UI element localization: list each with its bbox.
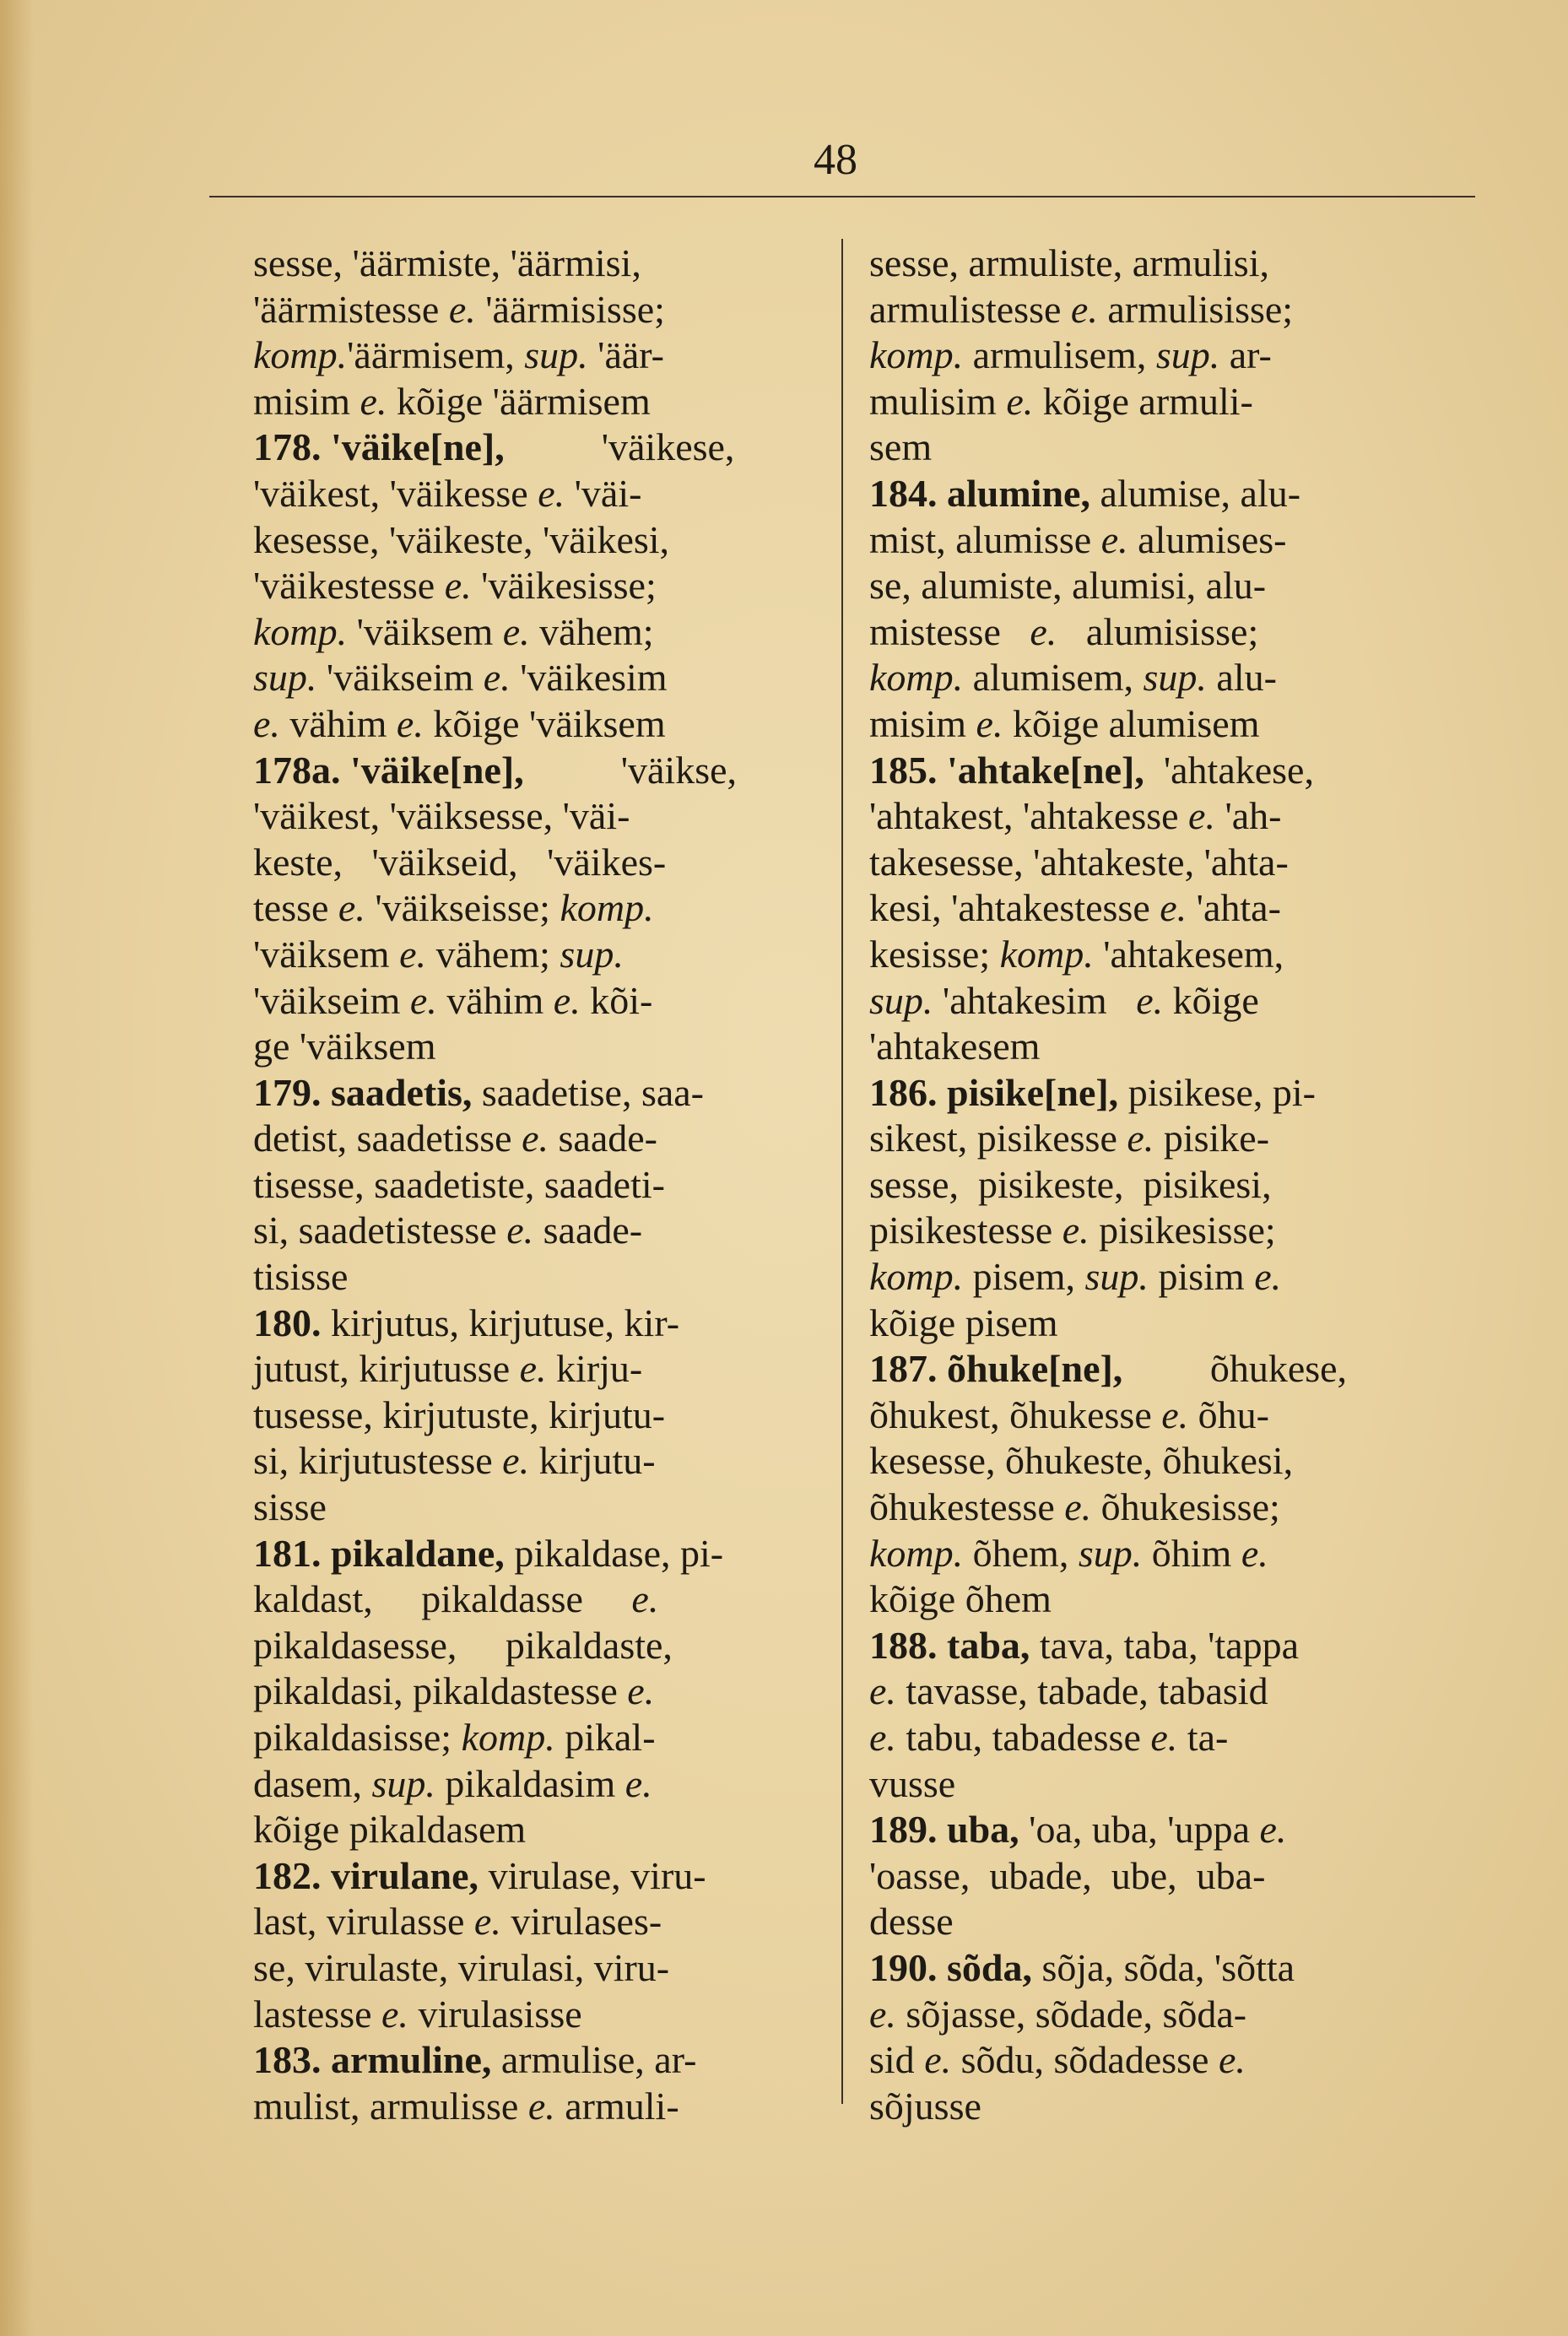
text-line [253,655,817,701]
text-run: õhukest, õhukesse [869,1392,1162,1436]
text-line [253,1208,817,1254]
grammar-abbreviation: e. [399,932,427,976]
text-run: kirju- [546,1347,643,1391]
text-run: kõige pisem [869,1300,1058,1344]
grammar-abbreviation: e. [976,701,1003,745]
text-run: kaldast, pikaldasse [253,1577,632,1621]
grammar-abbreviation: sup. [869,978,933,1022]
text-run: saade- [549,1117,657,1160]
text-run: ta- [1177,1716,1229,1759]
text-run: sesse, armuliste, armulisi, [869,241,1269,284]
text-run: sõjusse [869,2084,981,2128]
grammar-abbreviation: e. [924,2038,952,2082]
text-run: keste, 'väikseid, 'väikes- [253,840,667,884]
text-line [869,978,1473,1025]
text-line [253,1024,817,1070]
text-run: sid [869,2038,925,2082]
text-line [253,1623,817,1669]
text-line [253,563,817,609]
entry-number: 190. [869,1945,947,1989]
text-line [869,241,1473,287]
text-run: sem [869,425,933,469]
text-run: mistesse [869,609,1030,653]
grammar-abbreviation: e. [527,2084,555,2128]
grammar-abbreviation: komp. [253,333,348,377]
text-run: virulase, viru- [479,1853,706,1897]
text-line [253,1668,817,1715]
text-run: 'äärmistesse [253,287,449,331]
text-line [869,1116,1473,1162]
text-run: detist, saadetisse [253,1117,522,1160]
text-run: armulisisse; [1097,287,1294,331]
text-run: 'väikesim [510,656,668,700]
text-line [253,1576,817,1623]
entry-headword: õhuke[ne], [947,1347,1123,1391]
page-edge-shadow [0,0,34,2336]
entry-headword: 'väike[ne], [331,425,505,469]
text-run: mulisim [869,379,1007,423]
text-run: pisikese, pi- [1118,1070,1316,1114]
text-run: pisike- [1154,1117,1270,1160]
text-run: vähim [279,701,397,745]
grammar-abbreviation: e. [1100,517,1128,561]
right-column [869,241,1473,2129]
text-run: kesesse, õhukeste, õhukesi, [869,1439,1294,1483]
text-line [253,701,817,748]
entry-number: 188. [869,1623,947,1667]
grammar-abbreviation: sup. [1155,333,1220,377]
text-line [869,1945,1473,1992]
text-line [253,1761,817,1808]
text-line [253,333,817,379]
text-run: last, virulasse [253,1900,474,1944]
text-run: sesse, 'äärmiste, 'äärmisi, [253,241,641,284]
entry-headword: 'ahtake[ne], [947,748,1144,792]
text-line [253,1945,817,1992]
text-run: õhu- [1188,1392,1269,1436]
entry-number: 189. [869,1808,947,1852]
grammar-abbreviation: e. [483,656,511,700]
grammar-abbreviation: komp. [461,1716,555,1759]
text-run: vähim [436,978,554,1022]
text-line [869,1623,1473,1669]
text-run: 'väikseim [253,978,410,1022]
entry-headword: taba, [947,1623,1030,1667]
text-line [869,1254,1473,1300]
text-line [253,1116,817,1162]
entry-headword: armuline, [331,2038,492,2082]
text-run: lastesse [253,1992,382,2036]
grammar-abbreviation: komp. [869,333,964,377]
text-run: õhukese, [1122,1347,1348,1391]
text-run: alumisem, [963,656,1144,700]
text-line [253,1392,817,1439]
entry-number: 179. [253,1070,331,1114]
text-line [253,1346,817,1392]
text-run: kesesse, 'väikeste, 'väikesi, [253,517,670,561]
text-line [869,1070,1473,1117]
text-line [253,932,817,978]
grammar-abbreviation: komp. [560,886,654,930]
grammar-abbreviation: e. [502,609,530,653]
text-run: 'väikestesse [253,564,445,608]
grammar-abbreviation: e. [627,1669,655,1713]
page-number: 48 [814,136,857,184]
entry-number: 186. [869,1070,947,1114]
grammar-abbreviation: e. [869,1992,896,2036]
entry-headword: uba, [947,1808,1019,1852]
text-run: 'äärmisisse; [475,287,665,331]
text-run: ge 'väiksem [253,1025,436,1068]
grammar-abbreviation: e. [869,1716,896,1759]
text-line [869,1668,1473,1715]
grammar-abbreviation: komp. [869,656,964,700]
text-line [869,333,1473,379]
grammar-abbreviation: komp. [869,1531,964,1575]
grammar-abbreviation: e. [1006,379,1034,423]
text-line [253,1992,817,2038]
text-line [869,517,1473,564]
text-line [869,1300,1473,1347]
text-run: kõige alumisem [1003,701,1260,745]
column-divider [841,239,843,2104]
text-line [253,379,817,425]
text-run: tisesse, saadetiste, saadeti- [253,1162,665,1206]
text-line [253,517,817,564]
grammar-abbreviation: e. [1259,1808,1287,1852]
text-run: tava, taba, 'tappa [1030,1623,1300,1667]
text-run: 'väikese, [504,425,735,469]
text-run: armuli- [554,2084,679,2128]
text-run: se, virulaste, virulasi, viru- [253,1945,670,1989]
text-line [869,1024,1473,1070]
text-line [253,1070,817,1117]
text-line [869,1761,1473,1808]
text-run: pikaldasesse, pikaldaste, [253,1623,673,1667]
text-run: kõige [1163,978,1259,1022]
text-run: misim [869,701,976,745]
text-line [869,1208,1473,1254]
text-run: pisikesisse; [1089,1209,1276,1252]
text-line [253,2037,817,2084]
text-run: alumisisse; [1057,609,1259,653]
text-line [869,1346,1473,1392]
text-run: mist, alumisse [869,517,1101,561]
text-run: si, saadetistesse [253,1209,507,1252]
grammar-abbreviation: sup. [1143,656,1207,700]
entry-headword: sõda, [947,1945,1032,1989]
text-run: kõige pikaldasem [253,1808,527,1852]
text-line [869,932,1473,978]
text-run: saade- [533,1209,643,1252]
text-line [253,1484,817,1531]
text-run: kirjutus, kirjutuse, kir- [331,1300,680,1344]
text-line [253,1853,817,1900]
text-line [869,2037,1473,2084]
text-run: pikaldasi, pikaldastesse [253,1669,628,1713]
text-line [253,1715,817,1761]
text-run: pisem, [963,1255,1085,1299]
text-run: 'ahtakesem, [1093,932,1284,976]
grammar-abbreviation: komp. [999,932,1094,976]
text-line [869,2084,1473,2130]
grammar-abbreviation: komp. [869,1255,964,1299]
text-line [869,1438,1473,1484]
entry-headword: saadetis, [331,1070,473,1114]
text-run: tavasse, tabade, tabasid [895,1669,1268,1713]
text-line [869,701,1473,748]
text-run: takesesse, 'ahtakeste, 'ahta- [869,840,1289,884]
text-run: virulasisse [408,1992,582,2036]
text-line [253,287,817,333]
entry-number: 181. [253,1531,331,1575]
grammar-abbreviation: e. [338,886,365,930]
text-run: kõige 'väiksem [423,701,666,745]
text-run: sikest, pisikesse [869,1117,1127,1160]
grammar-abbreviation: e. [409,978,437,1022]
text-run: kesi, 'ahtakestesse [869,886,1160,930]
text-run: õhem, [963,1531,1079,1575]
text-run: sesse, pisikeste, pisikesi, [869,1162,1272,1206]
text-run: 'oa, uba, 'uppa [1019,1808,1260,1852]
text-line [869,1992,1473,2038]
grammar-abbreviation: e. [448,287,476,331]
text-run: 'väiksem [347,609,503,653]
text-run: 'oasse, ubade, ube, uba- [869,1853,1266,1897]
left-column [253,241,817,2129]
grammar-abbreviation: e. [553,978,581,1022]
grammar-abbreviation: sup. [1084,1255,1149,1299]
text-line [869,1899,1473,1945]
text-line [869,379,1473,425]
grammar-abbreviation: e. [1241,1531,1268,1575]
text-line [253,1162,817,1209]
text-line [253,793,817,840]
text-run: õhim [1142,1531,1241,1575]
entry-number: 183. [253,2038,331,2082]
text-run: 'väikseim [316,656,484,700]
text-run: pikaldasisse; [253,1716,462,1759]
text-run: armulise, ar- [491,2038,697,2082]
text-run: se, alumiste, alumisi, alu- [869,564,1267,608]
text-run: 'äärmisem, [347,333,525,377]
grammar-abbreviation: e. [360,379,387,423]
text-run: tesse [253,886,338,930]
text-run: si, kirjutustesse [253,1439,503,1483]
text-line [869,885,1473,932]
text-line [253,2084,817,2130]
text-run: õhukestesse [869,1485,1065,1529]
text-line [869,287,1473,333]
grammar-abbreviation: e. [1062,1209,1089,1252]
text-line [869,563,1473,609]
grammar-abbreviation: e. [631,1577,659,1621]
text-line [869,1531,1473,1577]
text-run: 'ahta- [1187,886,1281,930]
grammar-abbreviation: e. [502,1439,530,1483]
grammar-abbreviation: komp. [253,609,348,653]
text-run: alumise, alu- [1089,471,1301,515]
text-line [869,655,1473,701]
text-run: pisikestesse [869,1209,1062,1252]
text-line [869,1715,1473,1761]
entry-headword: alumine, [947,471,1090,515]
text-line [253,1300,817,1347]
text-run: õhukesisse; [1091,1485,1280,1529]
text-line [253,1438,817,1484]
grammar-abbreviation: e. [473,1900,501,1944]
text-line [253,241,817,287]
text-line [869,1853,1473,1900]
text-line [869,748,1473,794]
grammar-abbreviation: e. [506,1209,534,1252]
grammar-abbreviation: sup. [560,932,624,976]
text-line [253,1807,817,1853]
text-run: saadetise, saa- [472,1070,704,1114]
text-line [253,840,817,886]
text-run: sõja, sõda, 'sõtta [1031,1945,1295,1989]
text-line [253,1531,817,1577]
text-run: kõige armuli- [1033,379,1253,423]
text-run: 'väikest, 'väikesse [253,471,538,515]
text-run: pisim [1148,1255,1255,1299]
header-rule [209,196,1475,197]
grammar-abbreviation: sup. [1078,1531,1143,1575]
text-run: armulisem, [963,333,1156,377]
text-run: alumises- [1127,517,1287,561]
entry-number: 182. [253,1853,331,1897]
text-run: kirjutu- [529,1439,656,1483]
text-run: 'ahtakese, [1144,748,1314,792]
text-run: 'väi- [565,471,642,515]
grammar-abbreviation: sup. [371,1761,435,1805]
grammar-abbreviation: e. [381,1992,408,2036]
text-line [869,1392,1473,1439]
entry-headword: virulane, [331,1853,479,1897]
text-run: vähem; [529,609,654,653]
text-run: sisse [253,1485,327,1529]
text-run: desse [869,1900,954,1944]
text-run: 'väikseisse; [365,886,560,930]
entry-number: 178. [253,425,331,469]
text-run: kõige 'äärmisem [387,379,651,423]
text-line [869,471,1473,517]
grammar-abbreviation: e. [519,1347,547,1391]
text-run: kõi- [580,978,653,1022]
text-line [253,748,817,794]
text-run: tabu, tabadesse [895,1716,1151,1759]
grammar-abbreviation: e. [522,1117,549,1160]
text-run: 'väikesisse; [471,564,657,608]
entry-headword: pisike[ne], [947,1070,1119,1114]
text-run: vähem; [426,932,560,976]
text-line [869,840,1473,886]
grammar-abbreviation: e. [1218,2038,1246,2082]
grammar-abbreviation: e. [1030,609,1057,653]
text-run: 'ah- [1214,794,1282,838]
grammar-abbreviation: e. [1161,1392,1189,1436]
text-run: 'ahtakesim [933,978,1137,1022]
grammar-abbreviation: e. [1254,1255,1282,1299]
text-line [869,609,1473,656]
text-line [869,1807,1473,1853]
text-run: 'äär- [587,333,664,377]
entry-headword: 'väike[ne], [350,748,524,792]
text-run: 'väikest, 'väiksesse, 'väi- [253,794,630,838]
text-run: sõjasse, sõdade, sõda- [895,1992,1247,2036]
grammar-abbreviation: e. [1127,1117,1154,1160]
grammar-abbreviation: e. [1136,978,1164,1022]
text-line [869,793,1473,840]
text-line [253,885,817,932]
text-run: pikaldase, pi- [504,1531,724,1575]
text-run: kõige õhem [869,1577,1052,1621]
text-run: mulist, armulisse [253,2084,528,2128]
text-run: tusesse, kirjutuste, kirjutu- [253,1392,666,1436]
text-run: 'väikse, [523,748,738,792]
text-run: misim [253,379,360,423]
grammar-abbreviation: e. [253,701,280,745]
entry-number: 180. [253,1300,331,1344]
text-run: alu- [1206,656,1277,700]
grammar-abbreviation: e. [1064,1485,1092,1529]
text-line [869,1484,1473,1531]
text-line [253,424,817,471]
entry-number: 184. [869,471,947,515]
entry-headword: pikaldane, [331,1531,505,1575]
text-line [253,1899,817,1945]
text-run: virulases- [500,1900,662,1944]
grammar-abbreviation: e. [444,564,472,608]
text-run: jutust, kirjutusse [253,1347,520,1391]
grammar-abbreviation: e. [1150,1716,1178,1759]
text-run: vusse [869,1761,956,1805]
grammar-abbreviation: sup. [524,333,588,377]
grammar-abbreviation: e. [1070,287,1098,331]
grammar-abbreviation: e. [869,1669,896,1713]
text-run: ar- [1219,333,1272,377]
text-run: tisisse [253,1255,349,1299]
text-line [253,978,817,1025]
grammar-abbreviation: e. [538,471,565,515]
text-run: kesisse; [869,932,1000,976]
entry-number: 187. [869,1347,947,1391]
text-run: sõdu, sõdadesse [951,2038,1219,2082]
grammar-abbreviation: sup. [253,656,317,700]
entry-number: 185. [869,748,947,792]
grammar-abbreviation: e. [396,701,424,745]
text-line [253,471,817,517]
grammar-abbreviation: e. [1188,794,1215,838]
text-run: 'ahtakesem [869,1025,1041,1068]
text-line [869,1162,1473,1209]
grammar-abbreviation: e. [1160,886,1187,930]
text-line [253,1254,817,1300]
text-run: dasem, [253,1761,372,1805]
text-run: pikal- [554,1716,656,1759]
text-run: 'ahtakest, 'ahtakesse [869,794,1189,838]
text-run: armulistesse [869,287,1071,331]
entry-number: 178a. [253,748,350,792]
text-run: pikaldasim [435,1761,625,1805]
text-line [869,1576,1473,1623]
text-line [253,609,817,656]
grammar-abbreviation: e. [624,1761,652,1805]
text-line [869,424,1473,471]
text-run: 'väiksem [253,932,400,976]
